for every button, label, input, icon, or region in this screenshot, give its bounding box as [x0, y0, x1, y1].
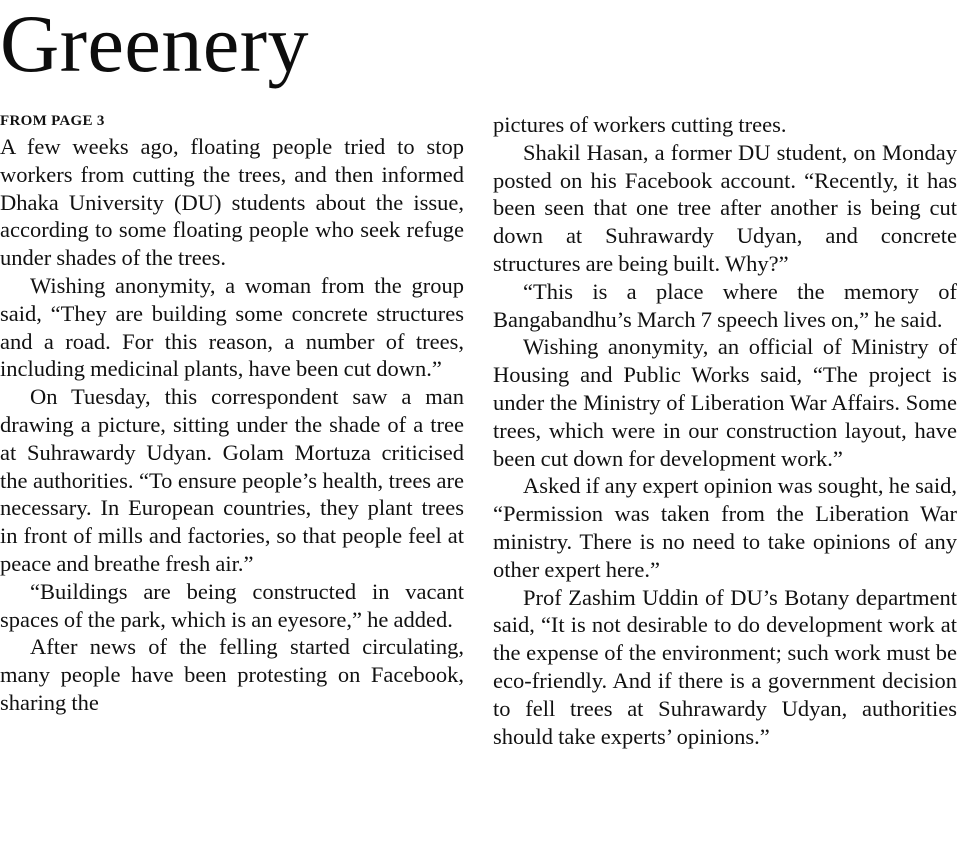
- headline: Greenery: [0, 0, 310, 89]
- paragraph: Shakil Hasan, a former DU student, on Monday posted on his Facebook account. “Recently, it has been seen that one tree after another is being cut down at Suhrawardy Udyan, and concrete structures are being built. Why?”: [493, 139, 957, 276]
- paragraph: “Buildings are being constructed in vacant spaces of the park, which is an eyesore,” he added.: [0, 578, 464, 632]
- paragraph: Wishing anonymity, an official of Ministry of Housing and Public Works said, “The project is under the Ministry of Liberation War Affairs. Some trees, which were in our construction layout, have been cut down for development work.”: [493, 334, 957, 471]
- paragraph: Wishing anonymity, a woman from the group said, “They are building some concrete structures and a road. For this reason, a number of trees, including medicinal plants, have been cut down.”: [0, 272, 464, 382]
- paragraph: “This is a place where the memory of Bangabandhu’s March 7 speech lives on,” he said.: [493, 278, 957, 332]
- right-column: [493, 110, 957, 750]
- paragraph: Prof Zashim Uddin of DU’s Botany department said, “It is not desirable to do development work at the expense of the environment; such work must be eco-friendly. And if there is a government decision to fell trees at Suhrawardy Udyan, authorities should take experts’ opinions.”: [493, 584, 957, 749]
- paragraph: Asked if any expert opinion was sought, he said, “Permission was taken from the Liberation War ministry. There is no need to take opinions of any other expert here.”: [493, 473, 957, 582]
- paragraph: pictures of workers cutting trees.: [493, 112, 787, 137]
- continued-from-kicker: FROM PAGE 3: [0, 113, 105, 129]
- left-column: [0, 110, 464, 717]
- paragraph: After news of the felling started circulating, many people have been protesting on Facebook, sharing the: [0, 634, 464, 715]
- paragraph: A few weeks ago, floating people tried to stop workers from cutting the trees, and then informed Dhaka University (DU) students about the issue, according to some floating people who seek refuge under shades of the trees.: [0, 134, 464, 271]
- paragraph: On Tuesday, this correspondent saw a man drawing a picture, sitting under the shade of a tree at Suhrawardy Udyan. Golam Mortuza criticised the authorities. “To ensure people’s health, trees are necessary. In European countries, they plant trees in front of mills and factories, so that people feel at peace and breathe fresh air.”: [0, 384, 464, 576]
